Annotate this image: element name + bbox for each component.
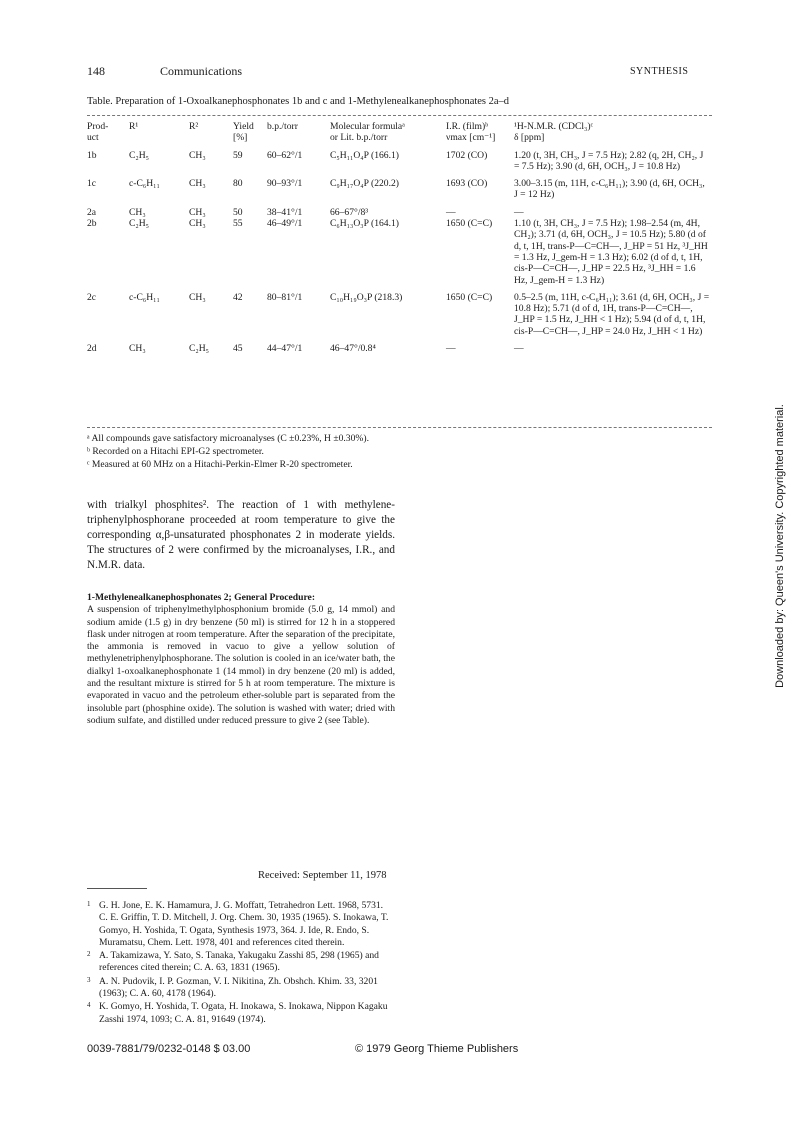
cell-formula: C₅H₁₁O₄P (166.1): [330, 149, 399, 161]
col-yield: Yield [%]: [233, 121, 254, 144]
cell-yield: 59: [233, 149, 243, 161]
cell-r1: CH₃: [129, 206, 146, 218]
reference-number: 4: [87, 1001, 91, 1010]
cell-r2: C₂H₅: [189, 343, 210, 355]
footnote-a: ᵃ All compounds gave satisfactory microanalyses (C ±0.23%, H ±0.30%).: [87, 433, 369, 444]
table-row: [87, 218, 712, 286]
cell-nmr: —: [514, 343, 524, 355]
cell-ir: 1650 (C=C): [446, 218, 493, 230]
cell-yield: 45: [233, 343, 243, 355]
procedure-text: A suspension of triphenylmethylphosphonium bromide (5.0 g, 14 mmol) and sodium amide (1.5 g) in dry benzene (50 ml) is stirred for 12 h in a stoppered flask under nitrogen at room temperature. After the separation of the precipitate, the ammonia is removed in vacuo to give a yellow solution of methylenetriphenylphosphorane. The solution is cooled in an ice/water bath, the dialkyl 1-oxoalkanephosphonate 1 (14 mmol) in dry benzene (20 ml) is added, and the resultant mixture is stirred for 5 h at room temperature. The mixture is evaporated in vacuo and the petroleum ether-soluble part is separated from the insoluble part (phosphine oxide). The solution is washed with water; dried with sodium sulfate, and distilled under reduced pressure to give 2 (see Table).: [87, 604, 395, 726]
footnote-b: ᵇ Recorded on a Hitachi EPI-G2 spectrometer.: [87, 446, 264, 457]
cell-bp: 80–81°/1: [267, 291, 303, 303]
cell-r2: CH₃: [189, 218, 206, 230]
footer-code: 0039-7881/79/0232-0148 $ 03.00: [87, 1043, 251, 1055]
cell-ir: —: [446, 343, 456, 355]
reference-item: [87, 976, 392, 1001]
reference-number: 1: [87, 900, 91, 908]
cell-bp: 60–62°/1: [267, 149, 303, 161]
cell-formula: C₁₀H₁₉O₃P (218.3): [330, 291, 403, 303]
cell-ir: 1693 (CO): [446, 178, 488, 190]
cell-nmr: 3.00–3.15 (m, 11H, c-C₆H₁₁); 3.90 (d, 6H, OCH₃, J = 12 Hz): [514, 178, 705, 201]
col-r1: R¹: [129, 121, 139, 132]
download-note-text: Downloaded by: Queen's University. Copyrighted material.: [774, 404, 786, 688]
cell-r2: CH₃: [189, 291, 206, 303]
body-paragraph: with trialkyl phosphites². The reaction of 1 with methylene-triphenylphosphorane proceeded at room temperature to give the corresponding α,β-unsaturated phosphonates 2 in moderate yields. The structures of 2 were confirmed by the microanalyses, I.R., and N.M.R. data.: [87, 499, 395, 571]
table-row: [87, 172, 712, 201]
reference-text: A. Takamizawa, Y. Sato, S. Tanaka, Yakugaku Zasshi 85, 298 (1965) and references cited therein; C. A. 63, 1831 (1965).: [99, 950, 379, 974]
cell-product: 1b: [87, 149, 97, 161]
cell-bp: 90–93°/1: [267, 178, 303, 190]
section-title: Communications: [160, 64, 242, 78]
cell-r2: CH₃: [189, 206, 206, 218]
cell-ir: —: [446, 206, 456, 218]
reference-text: K. Gomyo, H. Yoshida, T. Ogata, H. Inokawa, S. Inokawa, Nippon Kagaku Zasshi 1974, 1093; C. A. 81, 91649 (1974).: [99, 1001, 388, 1025]
reference-item: [87, 950, 392, 975]
cell-nmr: —: [514, 206, 524, 218]
cell-bp: 46–49°/1: [267, 218, 303, 230]
cell-product: 2b: [87, 218, 97, 230]
cell-r1: C₂H₅: [129, 218, 150, 230]
reference-text: G. H. Jone, E. K. Hamamura, J. G. Moffatt, Tetrahedron Lett. 1968, 5731. C. E. Griffin, T. D. Mitchell, J. Org. Chem. 30, 1935 (1965). S. Inokawa, T. Gomyo, H. Yoshida, T. Ogata, Synthesis 1973, 364. J. Ide, R. Endo, S. Muramatsu, Chem. Lett. 1978, 401 and references cited therein.: [99, 900, 389, 948]
cell-formula: 66–67°/8³: [330, 206, 369, 218]
footnote-c: ᶜ Measured at 60 MHz on a Hitachi-Perkin-Elmer R-20 spectrometer.: [87, 459, 353, 470]
cell-nmr: 1.10 (t, 3H, CH₃, J = 7.5 Hz); 1.98–2.54 (m, 4H, CH₂); 3.71 (d, 6H, OCH₃, J = 10.5 Hz); 5.80 (d of d, t, 1H, trans-P—C=CH—, J_HP = 51 Hz, ³J_HH = 1.3 Hz, J_gem-H = 1.3 Hz); 6.02 (d of d, t, 1H, cis-P—C=CH—, J_HP = 22.5 Hz, ³J_HH = 1.6 Hz, J_gem-H = 1.3 Hz): [514, 218, 708, 286]
cell-product: 2c: [87, 291, 97, 303]
col-r2: R²: [189, 121, 199, 132]
cell-formula: C₉H₁₇O₄P (220.2): [330, 178, 399, 190]
page-number: 148: [87, 64, 105, 78]
cell-r2: CH₃: [189, 149, 206, 161]
cell-yield: 55: [233, 218, 243, 230]
table-top-rule: [87, 115, 712, 116]
col-bp: b.p./torr: [267, 121, 298, 132]
reference-text: A. N. Pudovik, I. P. Gozman, V. I. Nikitina, Zh. Obshch. Khim. 33, 3201 (1963); C. A. 60, 4178 (1964).: [99, 975, 378, 1000]
table-row: [87, 150, 712, 173]
cell-product: 2a: [87, 206, 97, 218]
journal-name: SYNTHESIS: [630, 66, 689, 77]
cell-r1: c-C₆H₁₁: [129, 178, 160, 190]
data-table: [87, 121, 712, 354]
cell-r2: CH₃: [189, 178, 206, 190]
cell-yield: 50: [233, 206, 243, 218]
table-row: [87, 337, 712, 354]
cell-yield: 80: [233, 178, 243, 190]
cell-nmr: 0.5–2.5 (m, 11H, c-C₆H₁₁); 3.61 (d, 6H, OCH₃, J = 10.8 Hz); 5.71 (d of d, 1H, trans-P—C=CH—, J_HP = 1.5 Hz, J_HH < 1 Hz); 5.94 (d of d, t, 1H, cis-P—C=CH—, J_HP = 24.0 Hz, J_HH < 1 Hz): [514, 291, 710, 337]
cell-ir: 1650 (C=C): [446, 291, 493, 303]
cell-nmr: 1.20 (t, 3H, CH₃, J = 7.5 Hz); 2.82 (q, 2H, CH₂, J = 7.5 Hz); 3.90 (d, 6H, OCH₃, J = 10.8 Hz): [514, 149, 704, 172]
table-header-row: [87, 121, 712, 150]
table-bottom-rule: [87, 427, 712, 428]
col-nmr: ¹H-N.M.R. (CDCl₃)ᶜ δ [ppm]: [514, 121, 594, 144]
footer-copyright: © 1979 Georg Thieme Publishers: [355, 1043, 519, 1055]
table-row: [87, 286, 712, 337]
cell-r1: CH₃: [129, 343, 146, 355]
references-rule: [87, 888, 147, 889]
download-note: [770, 400, 790, 700]
reference-number: 3: [87, 975, 91, 984]
references-list: [87, 900, 392, 1027]
procedure-block: [87, 592, 395, 727]
reference-item: [87, 1001, 392, 1026]
col-product: Prod- uct: [87, 121, 109, 144]
cell-product: 2d: [87, 343, 97, 355]
cell-bp: 38–41°/1: [267, 206, 303, 218]
cell-product: 1c: [87, 178, 97, 190]
received-date: Received: September 11, 1978: [258, 870, 387, 881]
reference-number: 2: [87, 950, 91, 959]
table-row: [87, 201, 712, 218]
table-title: Table. Preparation of 1-Oxoalkanephosphonates 1b and c and 1-Methylenealkanephosphonates 2a–d: [87, 96, 510, 107]
col-formula: Molecular formulaᵃ or Lit. b.p./torr: [330, 121, 405, 144]
cell-yield: 42: [233, 291, 243, 303]
cell-bp: 44–47°/1: [267, 343, 303, 355]
cell-r1: c-C₆H₁₁: [129, 291, 160, 303]
cell-r1: C₂H₅: [129, 149, 150, 161]
cell-ir: 1702 (CO): [446, 149, 488, 161]
col-ir: I.R. (film)ᵇ νmax [cm⁻¹]: [446, 121, 496, 144]
procedure-title: 1-Methylenealkanephosphonates 2; General Procedure:: [87, 592, 316, 603]
cell-formula: C₆H₁₃O₃P (164.1): [330, 218, 399, 230]
reference-item: [87, 900, 392, 949]
cell-formula: 46–47°/0.8⁴: [330, 343, 376, 355]
